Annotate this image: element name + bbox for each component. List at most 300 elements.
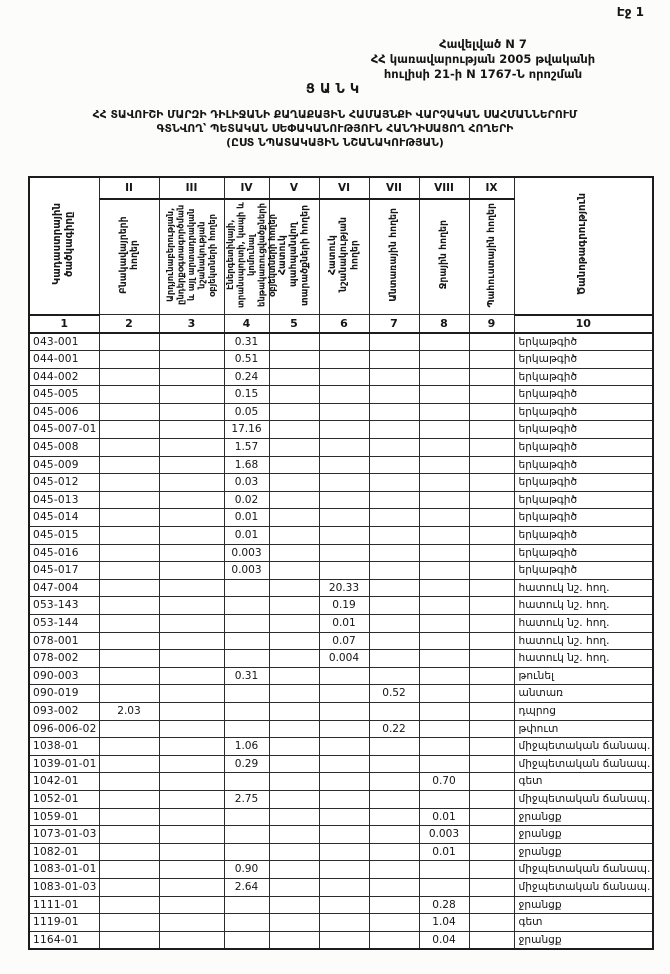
area-value-cell [319, 702, 369, 720]
area-value-cell [369, 403, 419, 421]
area-value-cell [419, 439, 469, 457]
table-row [29, 351, 653, 369]
cadastral-code-cell: 045-005 [29, 386, 99, 404]
area-value-cell [419, 509, 469, 527]
area-value-cell [269, 562, 319, 580]
area-value-cell [99, 720, 159, 738]
note-cell: երկաթգիծ [514, 527, 653, 545]
table-row [29, 773, 653, 791]
appendix-reference [318, 37, 648, 82]
area-value-cell [269, 615, 319, 633]
note-cell: միջպետական ճանապ. [514, 861, 653, 879]
note-cell: միջպետական ճանապ. [514, 738, 653, 756]
area-value-cell [159, 685, 224, 703]
column-number: 2 [99, 315, 159, 333]
area-value-cell [319, 456, 369, 474]
area-value-cell [369, 878, 419, 896]
document-subtitle [0, 108, 670, 150]
area-value-cell [269, 597, 319, 615]
area-value-cell [224, 896, 269, 914]
header-infrastructure-lands: Էներգետիկայի, տրանսպորտի, կապի և կոմունալ ենթակառուցվածքների օբյեկտների հողեր [224, 199, 269, 315]
area-value-cell [224, 597, 269, 615]
area-value-cell [469, 386, 514, 404]
area-value-cell [224, 720, 269, 738]
area-value-cell [99, 755, 159, 773]
table-row [29, 579, 653, 597]
area-value-cell [269, 456, 319, 474]
area-value-cell [369, 527, 419, 545]
area-value-cell [419, 491, 469, 509]
area-value-cell [319, 527, 369, 545]
area-value-cell: 2.03 [99, 702, 159, 720]
area-value-cell [159, 720, 224, 738]
area-value-cell [369, 826, 419, 844]
area-value-cell [99, 914, 159, 932]
column-number: 8 [419, 315, 469, 333]
area-value-cell [319, 333, 369, 351]
area-value-cell [369, 861, 419, 879]
area-value-cell [319, 421, 369, 439]
area-value-cell [469, 474, 514, 492]
area-value-cell [369, 509, 419, 527]
area-value-cell [99, 685, 159, 703]
note-cell: երկաթգիծ [514, 439, 653, 457]
area-value-cell [469, 509, 514, 527]
area-value-cell [419, 650, 469, 668]
area-value-cell: 0.01 [419, 843, 469, 861]
area-value-cell: 2.75 [224, 790, 269, 808]
area-value-cell [319, 755, 369, 773]
column-number-row [29, 315, 653, 333]
area-value-cell [469, 368, 514, 386]
area-value-cell [369, 421, 419, 439]
roman-numeral: II [99, 177, 159, 199]
area-value-cell: 2.64 [224, 878, 269, 896]
column-number: 4 [224, 315, 269, 333]
area-value-cell [159, 843, 224, 861]
note-cell: անտառ [514, 685, 653, 703]
cadastral-code-cell: 078-002 [29, 650, 99, 668]
table-row [29, 439, 653, 457]
table-row [29, 527, 653, 545]
area-value-cell [269, 439, 319, 457]
area-value-cell: 0.01 [224, 509, 269, 527]
cadastral-code-cell: 096-006-02 [29, 720, 99, 738]
area-value-cell [419, 597, 469, 615]
area-value-cell [469, 456, 514, 474]
area-value-cell: 0.02 [224, 491, 269, 509]
cadastral-code-cell: 044-002 [29, 368, 99, 386]
page-number: Էջ 1 [616, 5, 644, 19]
area-value-cell [369, 386, 419, 404]
area-value-cell [99, 790, 159, 808]
area-value-cell [99, 474, 159, 492]
header-industrial-lands: Արդյունաբերության, ընդերքօգտագործման և այլ արտադրական նշանակության օբյեկտների հողեր [159, 199, 224, 315]
area-value-cell: 0.01 [319, 615, 369, 633]
area-value-cell [319, 773, 369, 791]
area-value-cell [99, 738, 159, 756]
cadastral-code-cell: 090-019 [29, 685, 99, 703]
area-value-cell [369, 650, 419, 668]
area-value-cell: 20.33 [319, 579, 369, 597]
note-cell: երկաթգիծ [514, 562, 653, 580]
roman-numeral: IX [469, 177, 514, 199]
area-value-cell [419, 861, 469, 879]
note-cell: երկաթգիծ [514, 491, 653, 509]
area-value-cell [469, 562, 514, 580]
area-value-cell [469, 808, 514, 826]
table-row [29, 702, 653, 720]
cadastral-code-cell: 045-008 [29, 439, 99, 457]
area-value-cell [369, 931, 419, 949]
area-value-cell [99, 368, 159, 386]
area-value-cell [419, 790, 469, 808]
roman-numeral: V [269, 177, 319, 199]
cadastral-code-cell: 053-144 [29, 615, 99, 633]
area-value-cell [159, 914, 224, 932]
area-value-cell [224, 931, 269, 949]
land-parcels-table [28, 176, 654, 950]
area-value-cell [269, 738, 319, 756]
table-row [29, 632, 653, 650]
table-row [29, 368, 653, 386]
area-value-cell [269, 544, 319, 562]
area-value-cell [159, 632, 224, 650]
area-value-cell [319, 914, 369, 932]
table-row [29, 861, 653, 879]
area-value-cell: 0.05 [224, 403, 269, 421]
area-value-cell [469, 403, 514, 421]
area-value-cell [419, 579, 469, 597]
area-value-cell [269, 790, 319, 808]
area-value-cell [99, 896, 159, 914]
subtitle-line: ԳՏՆՎՈՂ՝ ՊԵՏԱԿԱՆ ՍԵՓԱԿԱՆՈՒԹՅՈՒՆ ՀԱՆԴԻՍԱՑՈՂ ՀՈՂԵՐԻ [156, 122, 514, 136]
column-number: 10 [514, 315, 653, 333]
note-cell: երկաթգիծ [514, 509, 653, 527]
area-value-cell [369, 702, 419, 720]
area-value-cell [99, 773, 159, 791]
area-value-cell [319, 826, 369, 844]
area-value-cell [99, 597, 159, 615]
area-value-cell [469, 755, 514, 773]
note-cell: երկաթգիծ [514, 544, 653, 562]
area-value-cell [159, 597, 224, 615]
area-value-cell [319, 878, 369, 896]
note-cell: հատուկ նշ. հող. [514, 615, 653, 633]
note-cell: երկաթգիծ [514, 421, 653, 439]
area-value-cell: 0.90 [224, 861, 269, 879]
note-cell: դպրոց [514, 702, 653, 720]
area-value-cell [469, 702, 514, 720]
area-value-cell [224, 808, 269, 826]
area-value-cell [319, 509, 369, 527]
area-value-cell [159, 509, 224, 527]
cadastral-code-cell: 045-006 [29, 403, 99, 421]
area-value-cell [159, 474, 224, 492]
area-value-cell [319, 491, 369, 509]
area-value-cell [269, 386, 319, 404]
area-value-cell [159, 878, 224, 896]
area-value-cell [159, 456, 224, 474]
appendix-line: ՀՀ կառավարության 2005 թվականի [370, 51, 596, 66]
area-value-cell [419, 615, 469, 633]
note-cell: հատուկ նշ. հող. [514, 579, 653, 597]
table-row [29, 826, 653, 844]
area-value-cell [369, 667, 419, 685]
area-value-cell [224, 685, 269, 703]
header-note: Ծանոթագրություն [514, 177, 653, 315]
area-value-cell: 1.04 [419, 914, 469, 932]
area-value-cell [159, 351, 224, 369]
appendix-line: Հավելված N 7 [439, 37, 527, 51]
area-value-cell [469, 439, 514, 457]
area-value-cell [269, 896, 319, 914]
note-cell: թունել [514, 667, 653, 685]
area-value-cell [469, 773, 514, 791]
area-value-cell [319, 931, 369, 949]
appendix-line: հուլիսի 21-ի N 1767-Ն որոշման [383, 66, 583, 81]
area-value-cell [224, 615, 269, 633]
area-value-cell [159, 931, 224, 949]
table-row [29, 896, 653, 914]
area-value-cell [469, 544, 514, 562]
area-value-cell: 1.68 [224, 456, 269, 474]
area-value-cell [269, 843, 319, 861]
table-row [29, 456, 653, 474]
area-value-cell [159, 439, 224, 457]
area-value-cell [369, 773, 419, 791]
note-cell: թփուտ [514, 720, 653, 738]
area-value-cell [319, 808, 369, 826]
area-value-cell [269, 773, 319, 791]
area-value-cell [224, 914, 269, 932]
roman-numeral: VII [369, 177, 419, 199]
area-value-cell [159, 421, 224, 439]
area-value-cell [369, 439, 419, 457]
area-value-cell [99, 826, 159, 844]
area-value-cell [369, 597, 419, 615]
area-value-cell [99, 439, 159, 457]
area-value-cell [224, 826, 269, 844]
area-value-cell [419, 544, 469, 562]
area-value-cell [469, 491, 514, 509]
area-value-cell [269, 650, 319, 668]
cadastral-code-cell: 045-015 [29, 527, 99, 545]
area-value-cell [419, 685, 469, 703]
area-value-cell [469, 914, 514, 932]
area-value-cell [269, 351, 319, 369]
table-row [29, 562, 653, 580]
area-value-cell [469, 738, 514, 756]
area-value-cell [319, 351, 369, 369]
note-cell: ջրանցք [514, 896, 653, 914]
note-cell: երկաթգիծ [514, 368, 653, 386]
area-value-cell [159, 368, 224, 386]
area-value-cell [319, 720, 369, 738]
note-cell: միջպետական ճանապ. [514, 878, 653, 896]
table-row [29, 474, 653, 492]
area-value-cell [419, 755, 469, 773]
note-cell: միջպետական ճանապ. [514, 755, 653, 773]
area-value-cell [99, 667, 159, 685]
column-number: 3 [159, 315, 224, 333]
area-value-cell [469, 667, 514, 685]
area-value-cell [319, 544, 369, 562]
document-title: ՑԱՆԿ [305, 82, 365, 97]
column-number: 6 [319, 315, 369, 333]
area-value-cell [159, 738, 224, 756]
area-value-cell: 0.28 [419, 896, 469, 914]
area-value-cell [369, 544, 419, 562]
area-value-cell [369, 843, 419, 861]
area-value-cell [419, 878, 469, 896]
area-value-cell [99, 843, 159, 861]
area-value-cell [369, 456, 419, 474]
area-value-cell [419, 421, 469, 439]
area-value-cell [369, 790, 419, 808]
area-value-cell [269, 491, 319, 509]
table-row [29, 790, 653, 808]
area-value-cell [319, 843, 369, 861]
table-row [29, 491, 653, 509]
area-value-cell [469, 650, 514, 668]
header-residential-lands: Բնակավայրերի հողեր [99, 199, 159, 315]
area-value-cell: 17.16 [224, 421, 269, 439]
table-row [29, 878, 653, 896]
area-value-cell [369, 491, 419, 509]
area-value-cell [269, 914, 319, 932]
table-row [29, 931, 653, 949]
area-value-cell [159, 773, 224, 791]
column-number: 5 [269, 315, 319, 333]
area-value-cell [269, 333, 319, 351]
area-value-cell: 1.06 [224, 738, 269, 756]
cadastral-code-cell: 1082-01 [29, 843, 99, 861]
area-value-cell: 0.01 [419, 808, 469, 826]
area-value-cell [469, 878, 514, 896]
area-value-cell [369, 738, 419, 756]
table-row [29, 333, 653, 351]
area-value-cell: 0.31 [224, 333, 269, 351]
header-reserve-lands: Պահուստային հողեր [469, 199, 514, 315]
area-value-cell [419, 368, 469, 386]
area-value-cell [269, 931, 319, 949]
cadastral-code-cell: 078-001 [29, 632, 99, 650]
cadastral-code-cell: 1073-01-03 [29, 826, 99, 844]
table-row [29, 403, 653, 421]
area-value-cell: 0.70 [419, 773, 469, 791]
column-number: 9 [469, 315, 514, 333]
area-value-cell [469, 861, 514, 879]
area-value-cell [469, 826, 514, 844]
area-value-cell [224, 579, 269, 597]
area-value-cell [99, 878, 159, 896]
cadastral-code-cell: 1119-01 [29, 914, 99, 932]
cadastral-code-cell: 053-143 [29, 597, 99, 615]
note-cell: ջրանցք [514, 843, 653, 861]
table-row [29, 597, 653, 615]
roman-numeral-row [29, 177, 653, 199]
area-value-cell [99, 931, 159, 949]
area-value-cell [269, 579, 319, 597]
area-value-cell: 0.31 [224, 667, 269, 685]
area-value-cell [319, 439, 369, 457]
roman-numeral: VI [319, 177, 369, 199]
area-value-cell [469, 896, 514, 914]
area-value-cell [419, 738, 469, 756]
area-value-cell [99, 632, 159, 650]
table-row [29, 615, 653, 633]
area-value-cell: 0.004 [319, 650, 369, 668]
area-value-cell [269, 702, 319, 720]
header-water-lands: Ջրային հողեր [419, 199, 469, 315]
note-cell: գետ [514, 914, 653, 932]
area-value-cell [159, 667, 224, 685]
table-row [29, 808, 653, 826]
header-cadastral-code: Կադաստրային ծածկագիրը [29, 177, 99, 315]
cadastral-code-cell: 045-014 [29, 509, 99, 527]
area-value-cell [419, 562, 469, 580]
area-value-cell [269, 421, 319, 439]
header-forest-lands: Անտառային հողեր [369, 199, 419, 315]
area-value-cell [99, 562, 159, 580]
area-value-cell [319, 667, 369, 685]
area-value-cell [224, 650, 269, 668]
area-value-cell [269, 667, 319, 685]
area-value-cell: 0.22 [369, 720, 419, 738]
area-value-cell [369, 896, 419, 914]
area-value-cell [419, 456, 469, 474]
area-value-cell [99, 615, 159, 633]
cadastral-code-cell: 045-009 [29, 456, 99, 474]
header-special-purpose-lands: Հատուկ նշանակության հողեր [319, 199, 369, 315]
note-cell: երկաթգիծ [514, 456, 653, 474]
area-value-cell [319, 861, 369, 879]
area-value-cell [159, 403, 224, 421]
area-value-cell [469, 527, 514, 545]
area-value-cell [419, 702, 469, 720]
table-row [29, 667, 653, 685]
area-value-cell: 0.01 [224, 527, 269, 545]
area-value-cell [419, 667, 469, 685]
area-value-cell [419, 333, 469, 351]
area-value-cell [469, 351, 514, 369]
area-value-cell [269, 878, 319, 896]
area-value-cell [369, 474, 419, 492]
cadastral-code-cell: 043-001 [29, 333, 99, 351]
area-value-cell [469, 597, 514, 615]
table-row [29, 650, 653, 668]
area-value-cell [159, 702, 224, 720]
area-value-cell: 0.24 [224, 368, 269, 386]
area-value-cell [469, 632, 514, 650]
area-value-cell [419, 386, 469, 404]
area-value-cell [269, 861, 319, 879]
area-value-cell [469, 720, 514, 738]
area-value-cell [99, 579, 159, 597]
area-value-cell [269, 509, 319, 527]
area-value-cell [99, 421, 159, 439]
column-number: 1 [29, 315, 99, 333]
area-value-cell [159, 527, 224, 545]
area-value-cell [99, 333, 159, 351]
area-value-cell [99, 544, 159, 562]
area-value-cell [99, 509, 159, 527]
cadastral-code-cell: 1052-01 [29, 790, 99, 808]
area-value-cell [419, 527, 469, 545]
area-value-cell [419, 720, 469, 738]
area-value-cell [224, 702, 269, 720]
